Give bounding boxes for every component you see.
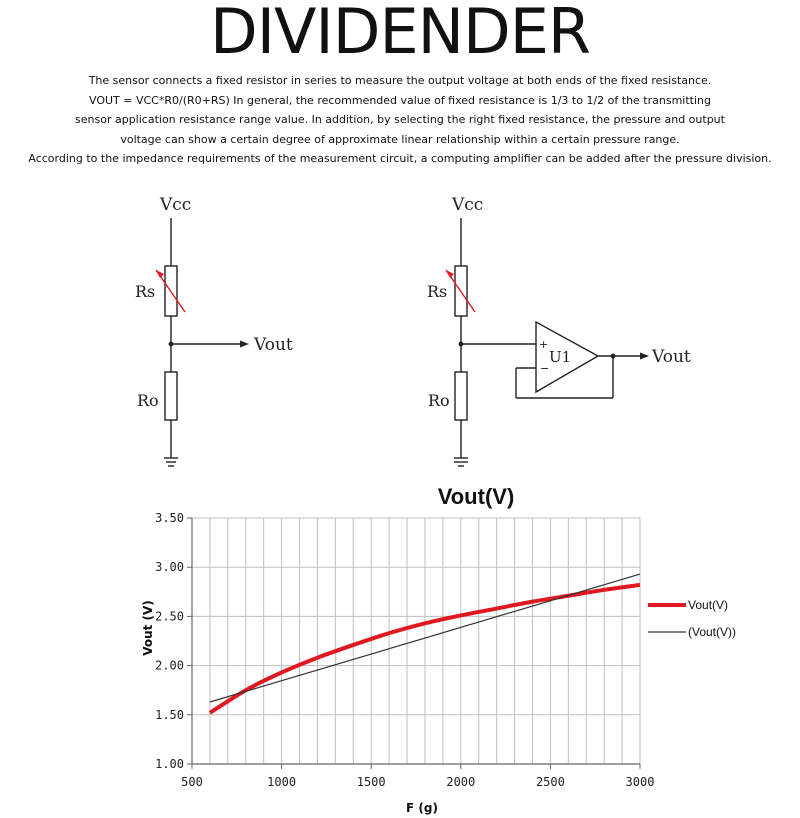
x-tick-label: 1500 [356, 775, 386, 789]
vout-label: Vout [254, 335, 293, 355]
chart-axes [155, 511, 654, 789]
opamp-plus: + [539, 338, 549, 351]
rs-label: Rs [135, 282, 156, 301]
x-tick-label: 1000 [267, 775, 297, 789]
y-tick-label: 1.00 [155, 757, 184, 771]
rs-label-2: Rs [427, 282, 448, 301]
x-tick-label: 3000 [625, 775, 655, 789]
vout-label-2: Vout [652, 347, 691, 367]
y-tick-label: 3.00 [155, 560, 184, 575]
vcc-label: Vcc [160, 195, 192, 215]
intro-line: sensor application resistance range value. In addition, by selecting the right fixed resistance, the pressure and output [75, 113, 725, 126]
y-tick-label: 3.50 [155, 511, 184, 525]
x-tick-label: 2500 [535, 775, 565, 789]
y-axis-label: Vout (V) [141, 600, 155, 656]
y-tick-label: 1.50 [155, 707, 184, 722]
y-tick-label: 2.00 [155, 658, 184, 673]
intro-line: VOUT = VCC*R0/(R0+RS) In general, the recommended value of fixed resistance is 1/3 to 1/2 of the transmitting [88, 93, 711, 107]
chart-legend [648, 598, 736, 639]
intro-line: voltage can show a certain degree of approximate linear relationship within a certain pressure range. [120, 132, 680, 146]
u1-label: U1 [549, 348, 572, 366]
x-tick-label: 500 [181, 775, 203, 789]
legend-label: (Vout(V)) [688, 625, 737, 639]
page-title: DIVIDENDER [209, 0, 590, 68]
vout-chart [0, 470, 800, 818]
intro-line: According to the impedance requirements of the measurement circuit, a computing amplifier can be added after the pressure division. [28, 152, 772, 165]
chart-title: Vout(V) [437, 484, 515, 509]
y-tick-label: 2.50 [155, 609, 184, 624]
intro-line: The sensor connects a fixed resistor in series to measure the output voltage at both ends of the fixed resistance. [88, 74, 712, 87]
vcc-label-2: Vcc [452, 195, 484, 215]
legend-label: Vout(V) [688, 598, 729, 612]
x-tick-label: 2000 [446, 775, 476, 789]
x-axis-label: F (g) [406, 801, 438, 815]
opamp-minus: − [540, 362, 550, 375]
ro-label-2: Ro [428, 391, 450, 410]
ro-label: Ro [137, 391, 159, 410]
